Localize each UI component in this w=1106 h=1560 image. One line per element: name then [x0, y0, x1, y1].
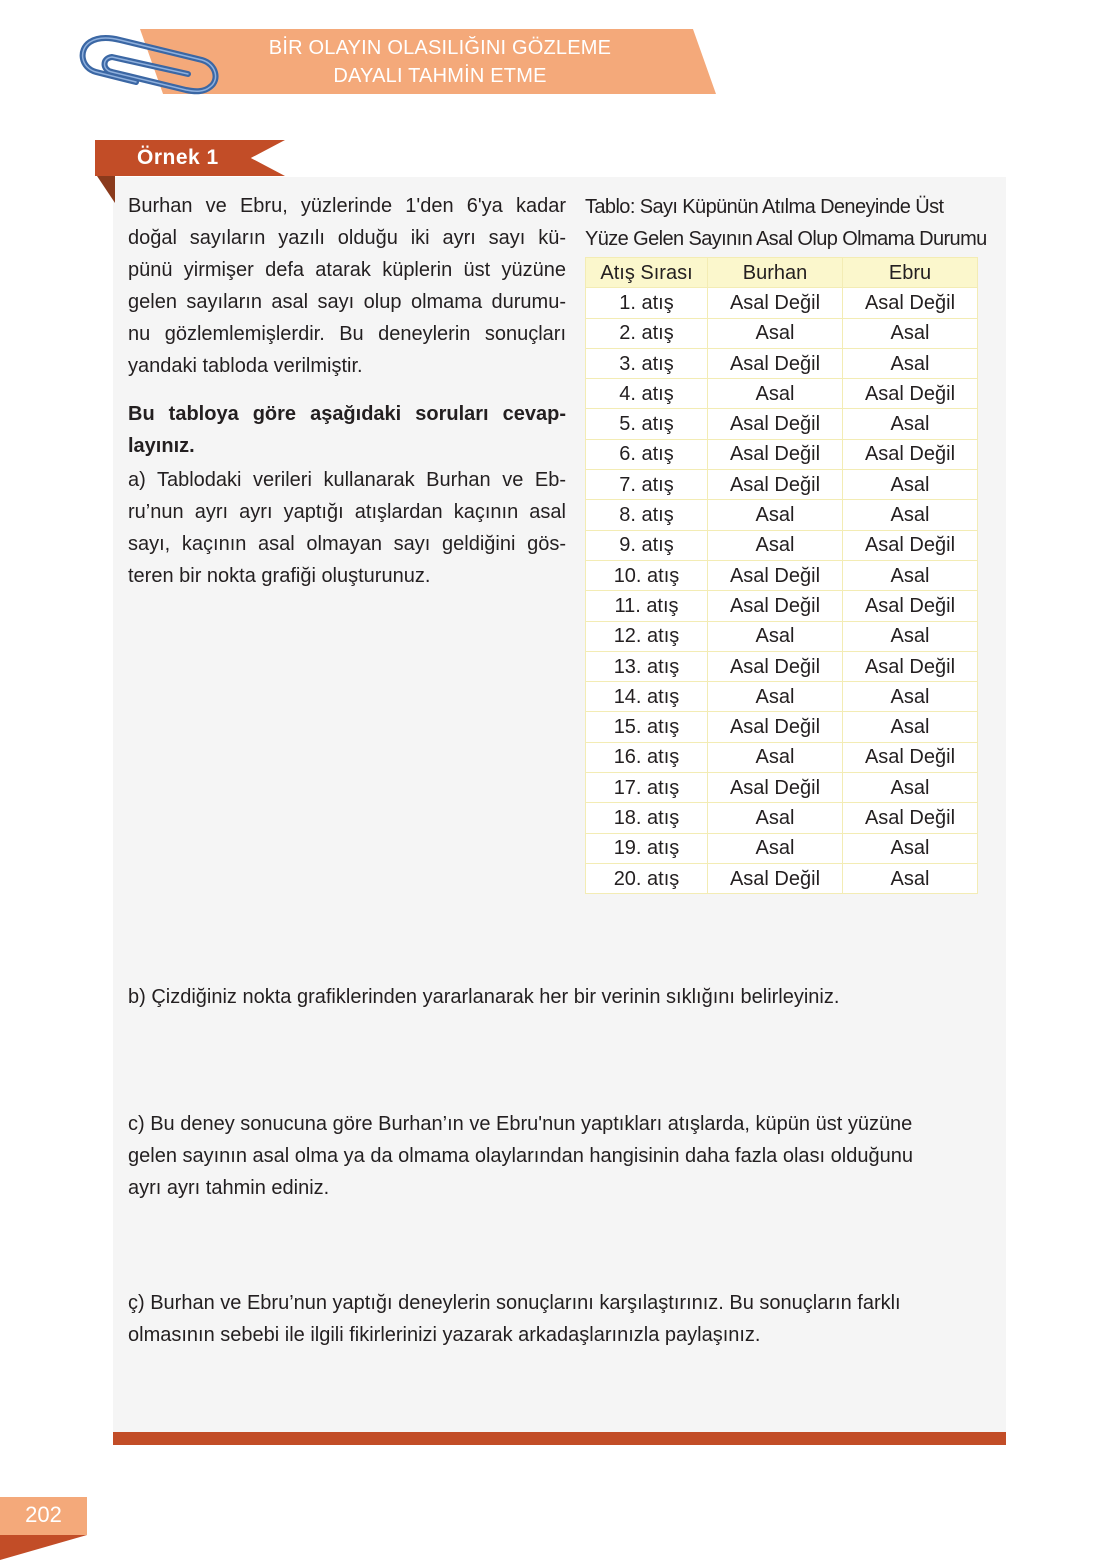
text-line: doğal sayıların yazılı olduğu iki ayrı sayı kü- [128, 227, 566, 249]
cell-burhan: Asal Değil [708, 773, 843, 803]
text-line: nu gözlemlemişlerdir. Bu deneylerin sonuçları [128, 323, 566, 345]
text-line: gelen sayıların asal sayı olup olmama durumu- [128, 291, 566, 313]
table-row [586, 409, 978, 439]
table-row [586, 439, 978, 469]
cell-ebru: Asal Değil [843, 591, 978, 621]
table-row [586, 530, 978, 560]
cell-shot: 6. atış [586, 439, 708, 469]
text-line: layınız. [128, 435, 195, 457]
cell-shot: 10. atış [586, 560, 708, 590]
question-b [128, 981, 988, 1013]
cell-shot: 8. atış [586, 500, 708, 530]
column-header-ebru: Ebru [843, 258, 978, 288]
cell-ebru: Asal [843, 682, 978, 712]
cell-shot: 11. atış [586, 591, 708, 621]
cell-shot: 2. atış [586, 318, 708, 348]
cell-shot: 5. atış [586, 409, 708, 439]
table-row [586, 500, 978, 530]
text-line: ç) Burhan ve Ebru’nun yaptığı deneylerin sonuçlarını karşılaştırınız. Bu sonuçların farklı [128, 1292, 901, 1314]
text-line: sayı, kaçının asal olmayan sayı geldiğini gös- [128, 533, 566, 555]
cell-burhan: Asal Değil [708, 591, 843, 621]
header-title-line: DAYALI TAHMİN ETME [333, 65, 547, 87]
cell-ebru: Asal [843, 500, 978, 530]
cell-burhan: Asal Değil [708, 439, 843, 469]
cell-burhan: Asal Değil [708, 470, 843, 500]
text-line: a) Tablodaki verileri kullanarak Burhan ve Eb- [128, 469, 566, 491]
cell-burhan: Asal Değil [708, 288, 843, 318]
results-table [585, 257, 978, 894]
question-c-cedilla [128, 1287, 988, 1351]
table-row [586, 712, 978, 742]
example-tab-fold [95, 173, 115, 203]
cell-burhan: Asal [708, 621, 843, 651]
cell-shot: 7. atış [586, 470, 708, 500]
table-row [586, 318, 978, 348]
table-row [586, 651, 978, 681]
text-line: ru’nun ayrı ayrı yaptığı atışlardan kaçının asal [128, 501, 566, 523]
cell-burhan: Asal Değil [708, 651, 843, 681]
question-a [128, 464, 566, 592]
cell-ebru: Asal Değil [843, 651, 978, 681]
cell-burhan: Asal [708, 318, 843, 348]
cell-shot: 16. atış [586, 742, 708, 772]
cell-ebru: Asal Değil [843, 742, 978, 772]
cell-shot: 14. atış [586, 682, 708, 712]
text-line: Burhan ve Ebru, yüzlerinde 1'den 6'ya kadar [128, 195, 566, 217]
cell-shot: 1. atış [586, 288, 708, 318]
header-title [200, 34, 680, 90]
cell-burhan: Asal Değil [708, 348, 843, 378]
cell-ebru: Asal [843, 318, 978, 348]
cell-ebru: Asal [843, 773, 978, 803]
table-row [586, 863, 978, 893]
column-header-burhan: Burhan [708, 258, 843, 288]
cell-burhan: Asal Değil [708, 409, 843, 439]
table-row [586, 803, 978, 833]
cell-burhan: Asal Değil [708, 712, 843, 742]
table-row [586, 470, 978, 500]
cell-ebru: Asal [843, 863, 978, 893]
text-line: teren bir nokta grafiği oluşturunuz. [128, 565, 431, 587]
cell-shot: 19. atış [586, 833, 708, 863]
cell-ebru: Asal Değil [843, 530, 978, 560]
cell-shot: 18. atış [586, 803, 708, 833]
cell-ebru: Asal Değil [843, 439, 978, 469]
instruction-text [128, 398, 566, 462]
table-body [586, 288, 978, 894]
table-row [586, 591, 978, 621]
cell-burhan: Asal Değil [708, 560, 843, 590]
cell-ebru: Asal Değil [843, 379, 978, 409]
cell-burhan: Asal [708, 500, 843, 530]
page-number: 202 [25, 1502, 62, 1527]
caption-line: Yüze Gelen Sayının Asal Olup Olmama Durumu [585, 228, 987, 250]
cell-burhan: Asal Değil [708, 863, 843, 893]
header-title-line: BİR OLAYIN OLASILIĞINI GÖZLEME [268, 37, 612, 59]
cell-ebru: Asal Değil [843, 288, 978, 318]
cell-ebru: Asal [843, 560, 978, 590]
paperclip-icon [76, 24, 226, 96]
text-line: yandaki tabloda verilmiştir. [128, 355, 363, 377]
cell-ebru: Asal Değil [843, 803, 978, 833]
table-row [586, 742, 978, 772]
example-label: Örnek 1 [137, 146, 219, 169]
cell-ebru: Asal [843, 621, 978, 651]
question-c [128, 1108, 988, 1204]
cell-ebru: Asal [843, 470, 978, 500]
intro-paragraph [128, 190, 566, 382]
cell-ebru: Asal [843, 409, 978, 439]
caption-line: Tablo: Sayı Küpünün Atılma Deneyinde Üst [585, 196, 944, 218]
cell-ebru: Asal [843, 712, 978, 742]
cell-ebru: Asal [843, 833, 978, 863]
cell-burhan: Asal [708, 742, 843, 772]
text-line: olmasının sebebi ile ilgili fikirlerinizi yazarak arkadaşlarınızla paylaşınız. [128, 1324, 761, 1346]
table-caption [585, 191, 987, 255]
cell-burhan: Asal [708, 803, 843, 833]
cell-shot: 9. atış [586, 530, 708, 560]
cell-shot: 3. atış [586, 348, 708, 378]
cell-shot: 13. atış [586, 651, 708, 681]
table-row [586, 348, 978, 378]
table-row [586, 682, 978, 712]
text-line: Bu tabloya göre aşağıdaki soruları cevap- [128, 403, 566, 425]
page-number-fold [0, 1535, 87, 1560]
cell-burhan: Asal [708, 379, 843, 409]
cell-shot: 17. atış [586, 773, 708, 803]
table-row [586, 560, 978, 590]
cell-shot: 4. atış [586, 379, 708, 409]
table-row [586, 621, 978, 651]
table-row [586, 773, 978, 803]
cell-shot: 12. atış [586, 621, 708, 651]
bottom-accent-bar [113, 1432, 1006, 1445]
table-row [586, 379, 978, 409]
text-line: gelen sayının asal olma ya da olmama olaylarından hangisinin daha fazla olası olduğunu [128, 1145, 913, 1167]
table-row [586, 833, 978, 863]
table-header-row [586, 258, 978, 288]
cell-shot: 20. atış [586, 863, 708, 893]
cell-burhan: Asal [708, 682, 843, 712]
cell-shot: 15. atış [586, 712, 708, 742]
text-line: ayrı ayrı tahmin ediniz. [128, 1177, 330, 1199]
cell-burhan: Asal [708, 530, 843, 560]
text-line: b) Çizdiğiniz nokta grafiklerinden yararlanarak her bir verinin sıklığını belirleyiniz. [128, 986, 840, 1008]
column-header-shot: Atış Sırası [586, 258, 708, 288]
cell-burhan: Asal [708, 833, 843, 863]
table-row [586, 288, 978, 318]
cell-ebru: Asal [843, 348, 978, 378]
text-line: pünü yirmişer defa atarak küplerin üst yüzüne [128, 259, 566, 281]
text-line: c) Bu deney sonucuna göre Burhan’ın ve Ebru'nun yaptıkları atışlarda, küpün üst yüzüne [128, 1113, 913, 1135]
